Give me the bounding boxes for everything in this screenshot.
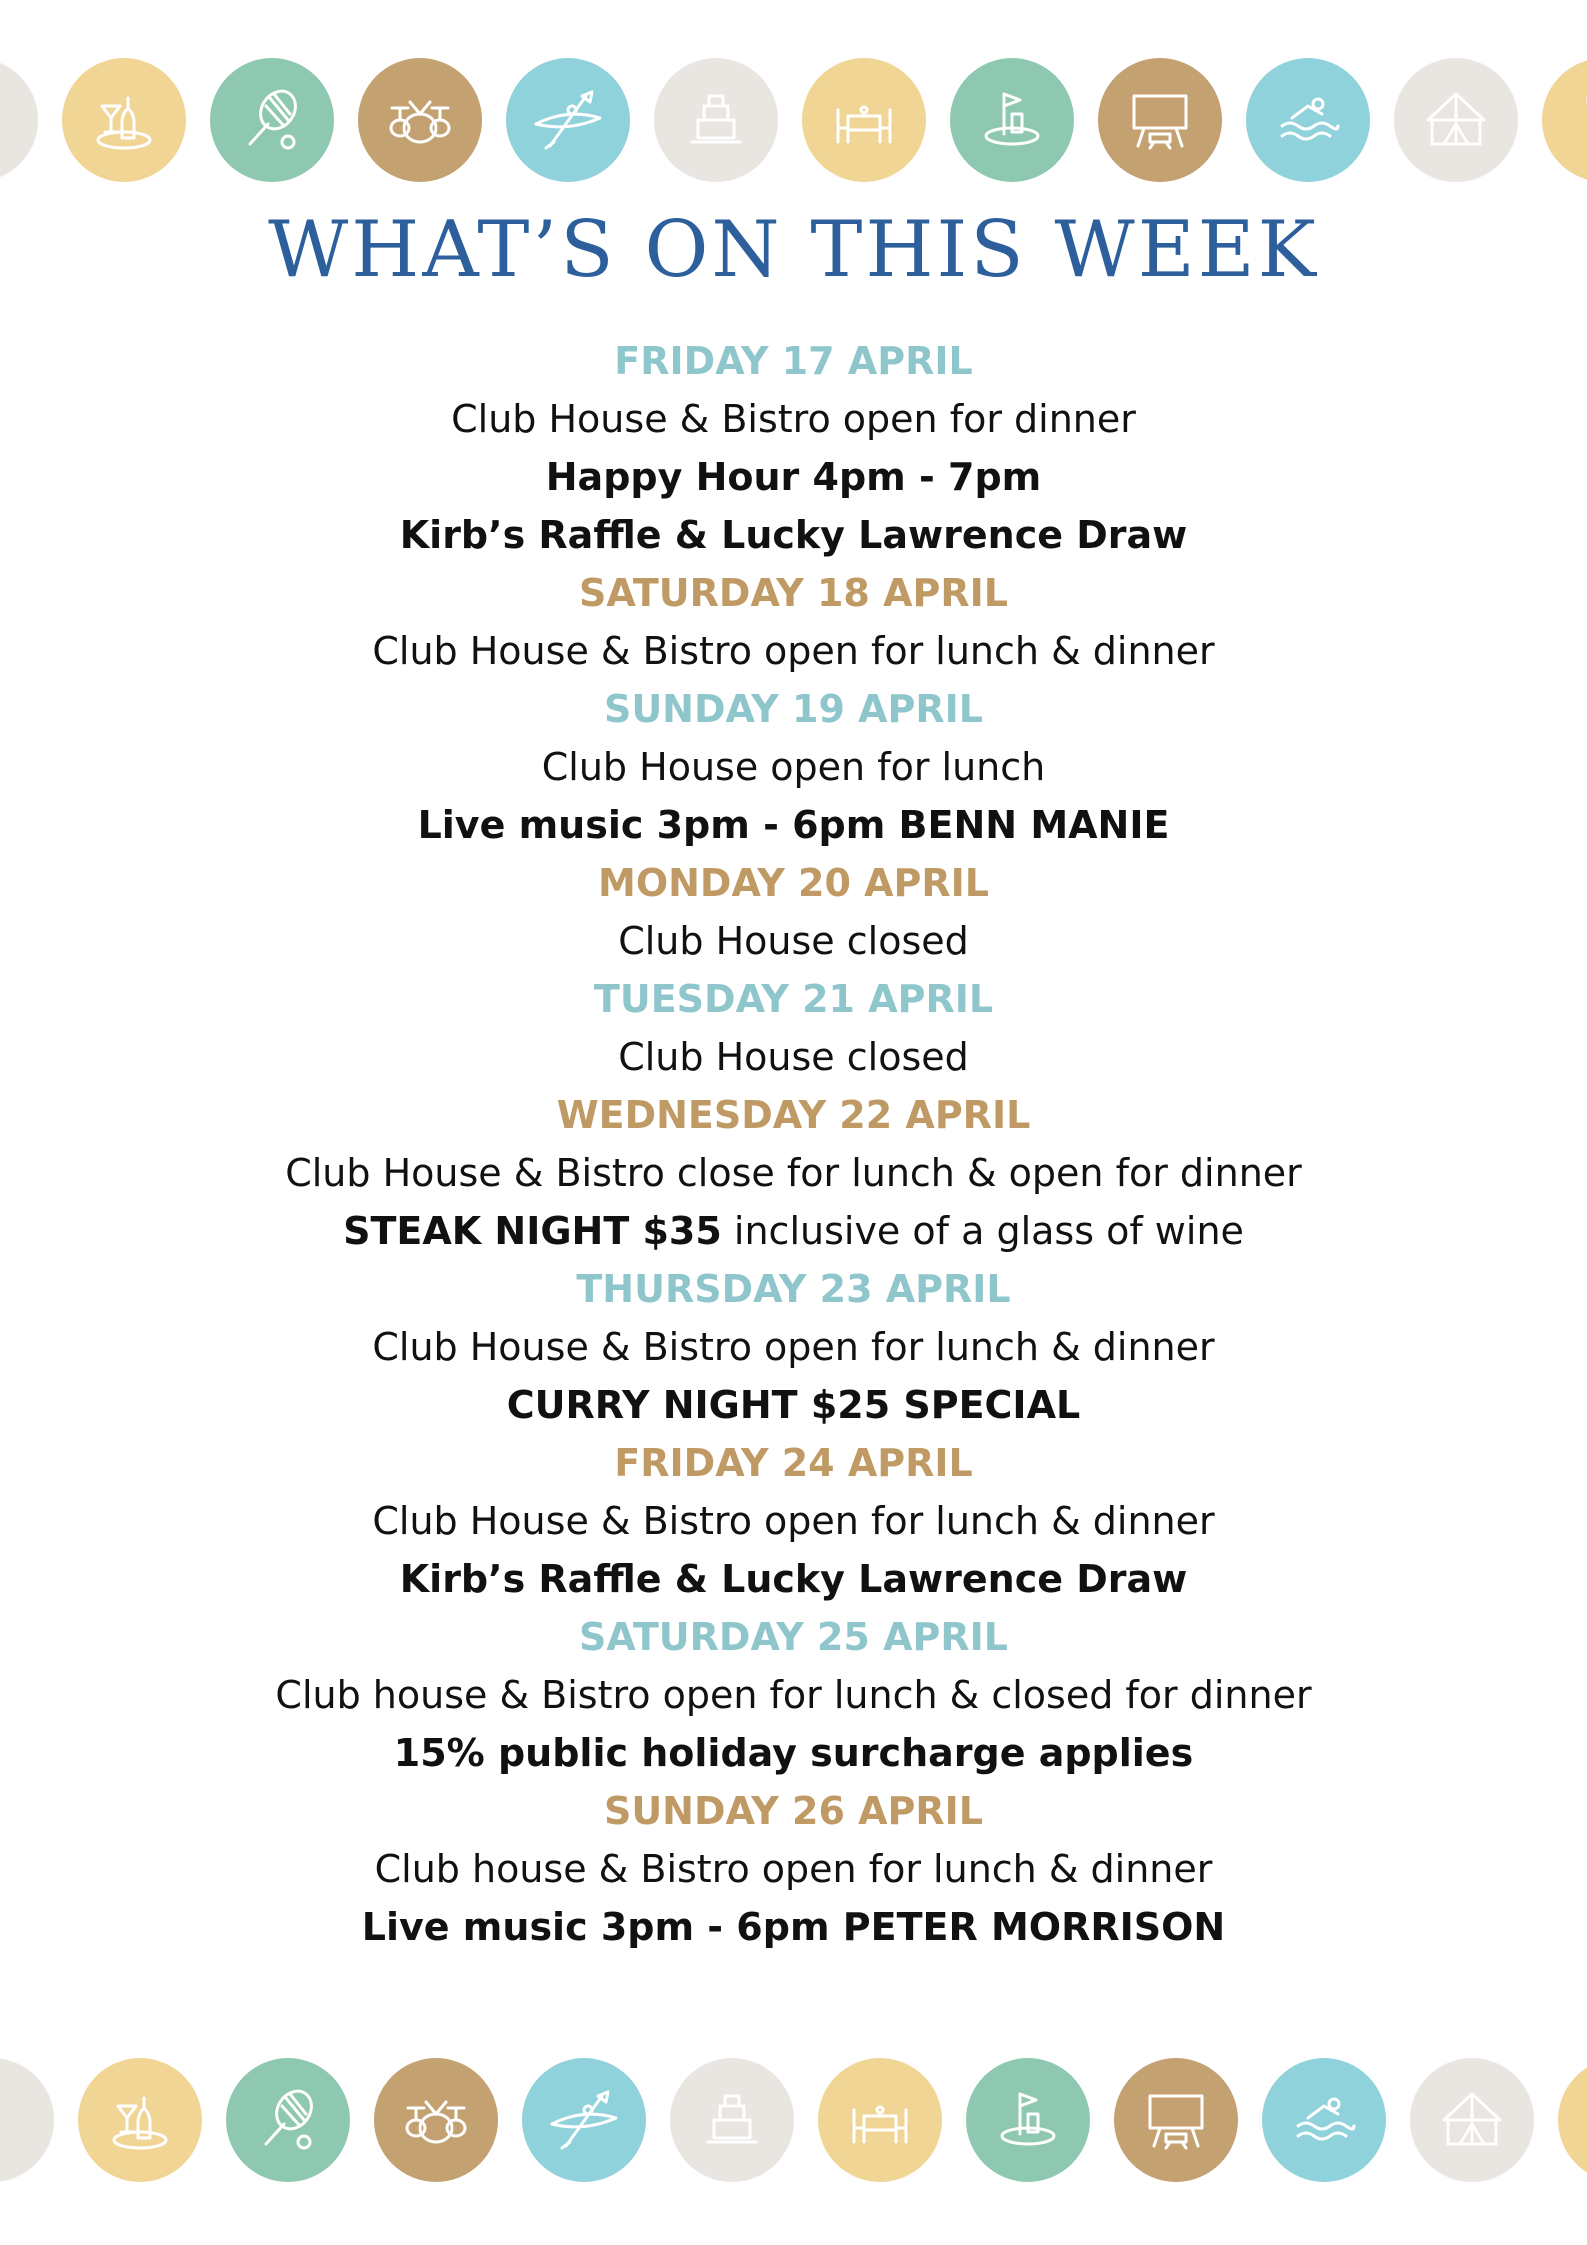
decorative-partial-circle	[0, 2058, 54, 2182]
event-highlight: Live music 3pm - 6pm BENN MANIE	[417, 803, 1170, 847]
golf-icon	[966, 2058, 1090, 2182]
coffee-cup-icon	[1542, 58, 1587, 182]
event-description: Club house & Bistro open for lunch & dinner	[374, 1847, 1213, 1891]
event-highlight-bold: STEAK NIGHT $35	[343, 1209, 722, 1253]
drum-kit-icon	[358, 58, 482, 182]
event-description: Club house & Bistro open for lunch & closed for dinner	[275, 1673, 1312, 1717]
event-description: Club House & Bistro open for lunch & dinner	[372, 1499, 1215, 1543]
event-highlight: Kirb’s Raffle & Lucky Lawrence Draw	[399, 513, 1188, 557]
day-heading: WEDNESDAY 22 APRIL	[556, 1093, 1031, 1137]
tennis-icon	[210, 58, 334, 182]
wedding-cake-icon	[670, 2058, 794, 2182]
event-description: Club House open for lunch	[541, 745, 1046, 789]
bottom-icon-banner	[0, 2050, 1587, 2190]
drum-kit-icon	[374, 2058, 498, 2182]
day-heading: FRIDAY 17 APRIL	[614, 339, 973, 383]
event-description: Club House closed	[618, 919, 969, 963]
day-heading: SUNDAY 26 APRIL	[603, 1789, 984, 1833]
day-heading: FRIDAY 24 APRIL	[614, 1441, 973, 1485]
day-heading: SUNDAY 19 APRIL	[603, 687, 984, 731]
cocktail-wine-icon	[62, 58, 186, 182]
event-highlight: 15% public holiday surcharge applies	[393, 1731, 1194, 1775]
kayak-icon	[506, 58, 630, 182]
swimming-icon	[1246, 58, 1370, 182]
tennis-icon	[226, 2058, 350, 2182]
top-icon-banner	[0, 50, 1587, 190]
event-description: Club House closed	[618, 1035, 969, 1079]
cinema-screen-icon	[1114, 2058, 1238, 2182]
cocktail-wine-icon	[78, 2058, 202, 2182]
page-title: WHAT’S ON THIS WEEK	[268, 205, 1319, 295]
day-heading: THURSDAY 23 APRIL	[576, 1267, 1011, 1311]
kayak-icon	[522, 2058, 646, 2182]
event-description: Club House & Bistro open for lunch & dinner	[372, 1325, 1215, 1369]
golf-icon	[950, 58, 1074, 182]
event-highlight: Happy Hour 4pm - 7pm	[545, 455, 1042, 499]
event-description: Club House & Bistro open for dinner	[451, 397, 1136, 441]
decorative-partial-circle	[0, 58, 38, 182]
event-highlight	[0, 1202, 1587, 1260]
event-description: Club House & Bistro close for lunch & open for dinner	[285, 1151, 1302, 1195]
event-description: Club House & Bistro open for lunch & dinner	[372, 629, 1215, 673]
marquee-tent-icon	[1410, 2058, 1534, 2182]
marquee-tent-icon	[1394, 58, 1518, 182]
day-heading: TUESDAY 21 APRIL	[593, 977, 994, 1021]
wedding-cake-icon	[654, 58, 778, 182]
day-heading: SATURDAY 25 APRIL	[579, 1615, 1008, 1659]
dining-table-icon	[802, 58, 926, 182]
event-highlight: CURRY NIGHT $25 SPECIAL	[506, 1383, 1081, 1427]
event-highlight-rest: inclusive of a glass of wine	[721, 1209, 1244, 1253]
cinema-screen-icon	[1098, 58, 1222, 182]
day-heading: MONDAY 20 APRIL	[598, 861, 989, 905]
dining-table-icon	[818, 2058, 942, 2182]
coffee-cup-icon	[1558, 2058, 1587, 2182]
event-highlight: Live music 3pm - 6pm PETER MORRISON	[361, 1905, 1226, 1949]
day-heading: SATURDAY 18 APRIL	[579, 571, 1008, 615]
weekly-schedule	[0, 332, 1587, 1956]
swimming-icon	[1262, 2058, 1386, 2182]
event-highlight: Kirb’s Raffle & Lucky Lawrence Draw	[399, 1557, 1188, 1601]
